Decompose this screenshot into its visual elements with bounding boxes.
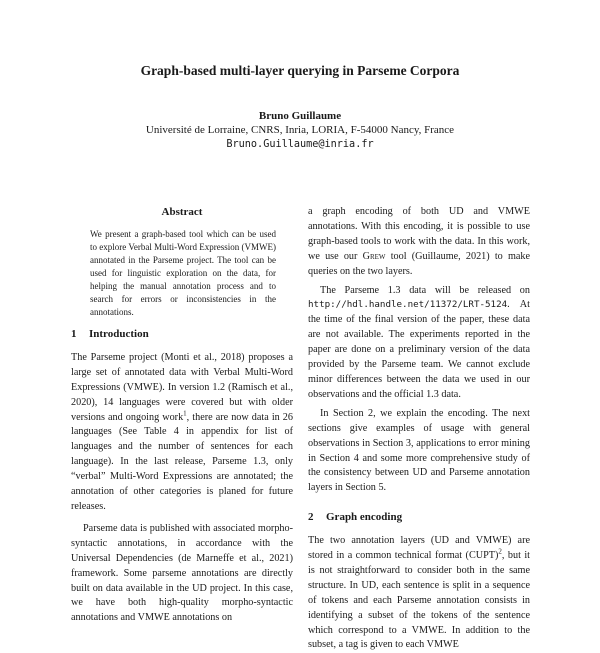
- tool-name: Grew: [362, 250, 386, 262]
- section-title: Graph encoding: [326, 511, 403, 524]
- text-run: , but it is not straightforward to consider both in the same structure. In UD, each sentence is split in a sequence of tokens and each Parseme annotation consists in identifying a subset of the tokens of the sentence which correspond to a VMWE. In addition to the subset, a tag is given to each VMWE: [308, 550, 530, 651]
- section-heading-graph-encoding: [308, 510, 530, 525]
- author-affiliation: Université de Lorraine, CNRS, Inria, LORIA, F-54000 Nancy, France: [145, 124, 455, 136]
- footnote-marker: 1: [183, 409, 187, 418]
- graph-encoding-paragraph: [308, 534, 530, 653]
- intro-paragraph-2: Parseme data is published with associated morpho-syntactic annotations, in accordance with the Universal Dependencies (de Marneffe et al., 2021) framework. Some parseme annotations are directly built on data available in the UD project. In this case, we have both high-quality morpho-syntactic annotations and VMWE annotations on: [71, 522, 293, 624]
- text-run: tool (Guillaume, 2021) to make queries on the two layers.: [308, 250, 531, 277]
- text-run: a graph encoding of both UD and VMWE annotations. With this encoding, it is possible to use graph-based tools to work with the data. In this work, we use our: [308, 206, 530, 262]
- abstract-text: We present a graph-based tool which can be used to explore Verbal Multi-Word Expression (VMWE) annotated in the Parseme project. The tool can be used for linguistic exploration on the data, for helping the manual annotation process and to search for errors or inconsistencies in the annotations.: [90, 229, 276, 317]
- left-column: [71, 327, 293, 626]
- right-column: [308, 205, 530, 653]
- author-email: Bruno.Guillaume@inria.fr: [226, 139, 374, 150]
- text-run: The Parseme project (Monti et al., 2018) proposes a large set of annotated data with Verbal Multi-Word Expressions (VMWE). In version 1.2 (Ramisch et al., 2020), 14 languages were covered but with older versions and ongoing work: [71, 351, 293, 423]
- section-heading-introduction: [71, 327, 293, 342]
- text-run: The two annotation layers (UD and VMWE) are stored in a common technical format (CUPT): [308, 535, 530, 562]
- right-paragraph-3: In Section 2, we explain the encoding. The next sections give examples of usage with general observations in Section 3, applications to error mining in Section 4 and some more comprehensive study of the consistency between UD and Parseme annotation layers in Section 5.: [308, 407, 530, 494]
- text-run: The Parseme 1.3 data will be released on: [320, 284, 530, 296]
- intro-paragraph-1: [71, 351, 293, 515]
- abstract-heading: Abstract: [161, 206, 203, 218]
- author-name: Bruno Guillaume: [258, 110, 342, 122]
- text-run: , there are now data in 26 languages (See Table 4 in appendix for list of languages and the number of sentences for each language). In the last release, Parseme 1.3, only “verbal” Multi-Word Expressions are annotated; the annotation of other categories is planed for future releases.: [71, 411, 293, 512]
- right-paragraph-2: [308, 284, 530, 403]
- section-number: 1: [71, 328, 77, 340]
- data-url[interactable]: http://hdl.handle.net/11372/LRT-5124: [308, 299, 508, 311]
- right-paragraph-1: [308, 205, 530, 280]
- section-title: Introduction: [89, 328, 149, 340]
- text-run: . At the time of the final version of the paper, these data are not available. The experiments reported in the paper are done on a preliminary version of the data provided by the Parseme team. We cannot exclude minor differences between the data we used in our observations and the official 1.3 data.: [308, 299, 530, 400]
- section-number: 2: [308, 511, 314, 524]
- paper-title: Graph-based multi-layer querying in Parseme Corpora: [140, 63, 460, 78]
- footnote-marker: 2: [498, 547, 502, 556]
